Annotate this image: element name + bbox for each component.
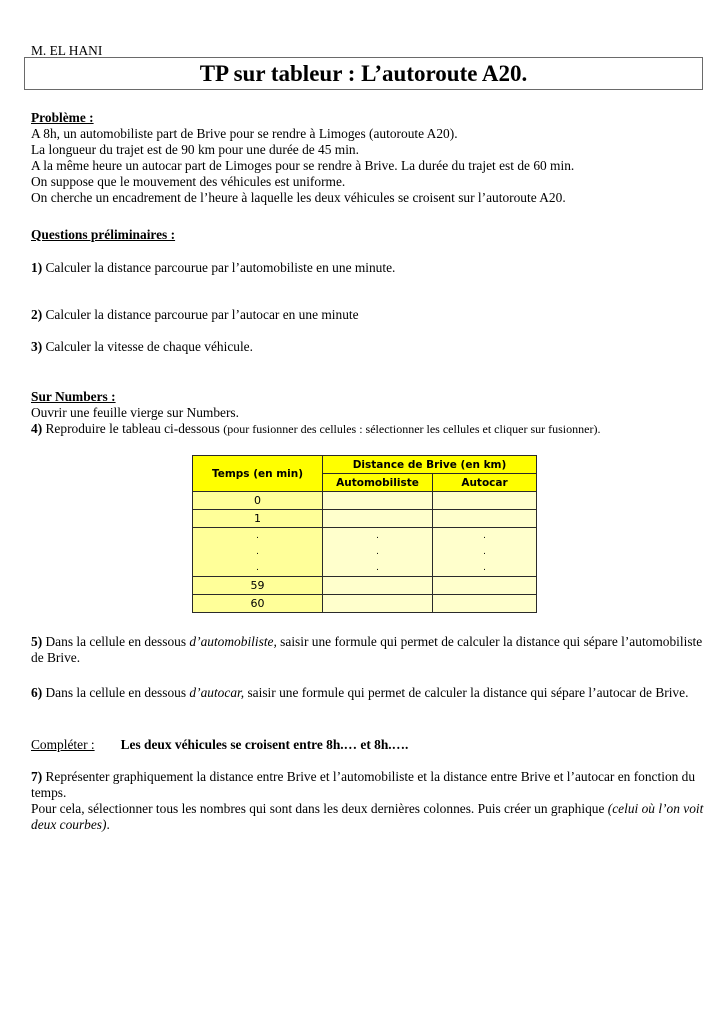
- question-6: [31, 685, 711, 701]
- ellipsis-dot: .: [483, 531, 486, 541]
- time-cell: 0: [193, 492, 323, 510]
- question-text: Représenter graphiquement la distance entre Brive et l’automobiliste et la distance entre Brive et l’autocar en fonction du temps.: [31, 769, 696, 800]
- automobiliste-cell: [323, 492, 433, 510]
- question-text: Dans la cellule en dessous: [42, 634, 190, 649]
- problem-line: On cherche un encadrement de l’heure à laquelle les deux véhicules se croisent sur l’autoroute A20.: [31, 190, 566, 205]
- automobiliste-cell: [323, 577, 433, 595]
- numbers-section: [31, 389, 711, 437]
- question-number: 7): [31, 769, 43, 784]
- question-text: saisir une formule qui permet de calculer la distance qui sépare l’automobiliste de Brive.: [31, 634, 703, 665]
- question-number: 1): [31, 260, 43, 275]
- time-cell: 1: [193, 510, 323, 528]
- time-cell: 60: [193, 595, 323, 613]
- ellipsis-dot: .: [376, 563, 379, 573]
- numbers-heading: Sur Numbers :: [31, 389, 116, 404]
- ellipsis-dot: .: [256, 531, 259, 541]
- problem-section: [31, 110, 711, 206]
- header-autocar: Autocar: [433, 474, 537, 492]
- complete-text: Les deux véhicules se croisent entre 8h.… et 8h.….: [120, 737, 409, 752]
- question-3: [31, 339, 711, 355]
- ellipsis-dot: .: [483, 563, 486, 573]
- question-italic: d’autocar,: [189, 685, 245, 700]
- question-italic: (celui où l’on voit deux courbes): [31, 801, 704, 832]
- table-row: [193, 492, 537, 510]
- prelim-heading-block: [31, 227, 711, 243]
- ellipsis-dot: .: [256, 547, 259, 557]
- header-automobiliste: Automobiliste: [323, 474, 433, 492]
- distance-table: [192, 455, 537, 613]
- problem-line: A 8h, un automobiliste part de Brive pour se rendre à Limoges (autoroute A20).: [31, 126, 458, 141]
- question-2: [31, 307, 711, 323]
- complete-section: [31, 737, 711, 753]
- header-time: Temps (en min): [193, 456, 323, 492]
- ellipsis-dot: .: [256, 563, 259, 573]
- time-cell: 59: [193, 577, 323, 595]
- complete-label: Compléter :: [31, 737, 95, 752]
- problem-line: On suppose que le mouvement des véhicules est uniforme.: [31, 174, 346, 189]
- automobiliste-ellipsis-cell: [323, 528, 433, 577]
- table-row-ellipsis: [193, 528, 537, 577]
- table-row: [193, 595, 537, 613]
- autocar-ellipsis-cell: [433, 528, 537, 577]
- question-note: (pour fusionner des cellules : sélectionner les cellules et cliquer sur fusionner).: [223, 422, 601, 436]
- question-text: Calculer la distance parcourue par l’automobiliste en une minute.: [42, 260, 396, 275]
- table-row: [193, 577, 537, 595]
- automobiliste-cell: [323, 595, 433, 613]
- question-number: 5): [31, 634, 43, 649]
- question-text: Pour cela, sélectionner tous les nombres qui sont dans les deux dernières colonnes. Puis créer un graphique: [31, 801, 608, 816]
- ellipsis-dot: .: [483, 547, 486, 557]
- autocar-cell: [433, 577, 537, 595]
- autocar-cell: [433, 510, 537, 528]
- table-row: [193, 510, 537, 528]
- numbers-line: Ouvrir une feuille vierge sur Numbers.: [31, 405, 239, 420]
- document-title: TP sur tableur : L’autoroute A20.: [199, 60, 528, 86]
- question-5: [31, 634, 711, 666]
- question-text: Calculer la distance parcourue par l’autocar en une minute: [42, 307, 359, 322]
- question-text: saisir une formule qui permet de calculer la distance qui sépare l’autocar de Brive.: [244, 685, 689, 700]
- question-text: .: [106, 817, 110, 832]
- question-number: 3): [31, 339, 43, 354]
- time-ellipsis-cell: [193, 528, 323, 577]
- autocar-cell: [433, 595, 537, 613]
- question-1: [31, 260, 711, 276]
- question-italic: d’automobiliste,: [189, 634, 277, 649]
- question-text: Dans la cellule en dessous: [42, 685, 190, 700]
- problem-heading: Problème :: [31, 110, 94, 125]
- question-text: Calculer la vitesse de chaque véhicule.: [42, 339, 253, 354]
- title-box: [24, 57, 703, 90]
- problem-line: La longueur du trajet est de 90 km pour une durée de 45 min.: [31, 142, 359, 157]
- ellipsis-dot: .: [376, 531, 379, 541]
- question-7: [31, 769, 711, 833]
- question-number: 6): [31, 685, 43, 700]
- header-distance-group: Distance de Brive (en km): [323, 456, 537, 474]
- automobiliste-cell: [323, 510, 433, 528]
- prelim-heading: Questions préliminaires :: [31, 227, 176, 242]
- author-name: M. EL HANI: [31, 43, 103, 58]
- autocar-cell: [433, 492, 537, 510]
- problem-line: A la même heure un autocar part de Limoges pour se rendre à Brive. La durée du trajet est de 60 min.: [31, 158, 575, 173]
- question-number: 4): [31, 421, 43, 436]
- ellipsis-dot: .: [376, 547, 379, 557]
- question-number: 2): [31, 307, 43, 322]
- question-text: Reproduire le tableau ci-dessous: [42, 421, 224, 436]
